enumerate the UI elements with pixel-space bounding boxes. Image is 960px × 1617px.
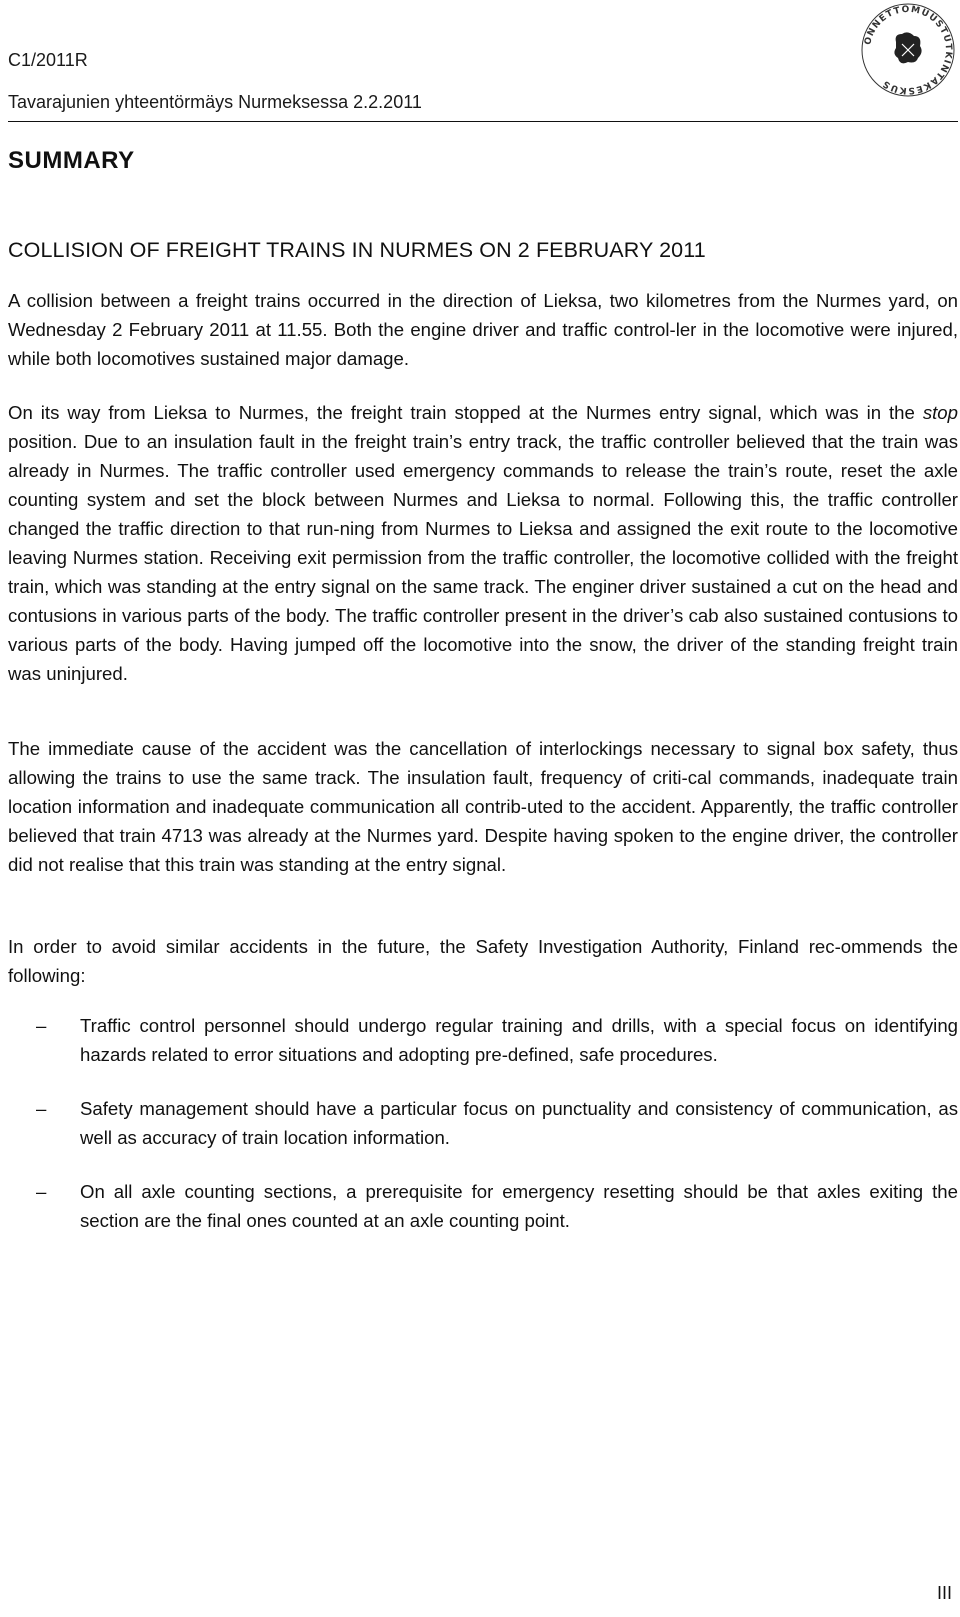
header-rule [8, 121, 958, 122]
paragraph-intro: A collision between a freight trains occurred in the direction of Lieksa, two kilometres from the Nurmes yard, on Wednesday 2 February 2011 at 11.55. Both the engine driver and traffic control-ler in the locomotive were injured, while both locomotives sustained major damage. [8, 290, 958, 369]
recommendation-list [8, 1011, 958, 1260]
stop-emphasis: stop [922, 402, 958, 423]
bullet-dash: – [36, 1181, 47, 1202]
paragraph-sequence [8, 398, 958, 688]
header-subtitle: Tavarajunien yhteentörmäys Nurmeksessa 2.2.2011 [8, 92, 422, 112]
summary-heading: SUMMARY [8, 147, 135, 174]
collision-title: COLLISION OF FREIGHT TRAINS IN NURMES ON 2 FEBRUARY 2011 [8, 238, 706, 262]
lion-emblem-icon [894, 32, 921, 63]
header-code: C1/2011R [8, 50, 88, 70]
paragraph-sequence-part-b: position. Due to an insulation fault in the freight train’s entry track, the traffic controller believed that the train was already in Nurmes. The traffic controller used emergency commands to release the train’s route, reset the axle counting system and set the block between Nurmes and Lieksa to normal. Following this, the traffic controller changed the traffic direction to that run-ning from Nurmes to Lieksa and assigned the exit route to the locomotive leaving Nurmes station. Receiving exit permission from the traffic controller, the locomotive collided with the freight train, which was standing at the entry signal on the same track. The enginer driver sustained a cut on the head and contusions in various parts of the body. The traffic controller present in the driver’s cab also sustained contusions to various parts of the body. Having jumped off the locomotive into the snow, the driver of the standing freight train was uninjured. [8, 431, 958, 684]
page-number: III [936, 1583, 952, 1603]
bullet-dash: – [36, 1098, 47, 1119]
agency-logo [858, 0, 958, 100]
paragraph-sequence-part-a: On its way from Lieksa to Nurmes, the freight train stopped at the Nurmes entry signal, which was in the [8, 402, 923, 423]
paragraph-recommendation-intro: In order to avoid similar accidents in the future, the Safety Investigation Authority, Finland rec-ommends the following: [8, 936, 958, 986]
recommendation-text: On all axle counting sections, a prerequisite for emergency resetting should be that axles exiting the section are the final ones counted at an axle counting point. [80, 1181, 958, 1231]
logo-text: ONNETTOMUUSTUTKINTAKESKUS [863, 4, 954, 96]
recommendation-text: Traffic control personnel should undergo regular training and drills, with a special focus on identifying hazards related to error situations and adopting pre-defined, safe procedures. [80, 1015, 958, 1065]
list-item [8, 1094, 958, 1152]
bullet-dash: – [36, 1015, 47, 1036]
list-item [8, 1177, 958, 1235]
paragraph-cause: The immediate cause of the accident was the cancellation of interlockings necessary to signal box safety, thus allowing the trains to use the same track. The insulation fault, frequency of criti-cal commands, inadequate train location information and inadequate communication all contrib-uted to the accident. Apparently, the traffic controller believed that train 4713 was already at the Nurmes yard. Despite having spoken to the engine driver, the controller did not realise that this train was standing at the entry signal. [8, 738, 958, 875]
recommendation-text: Safety management should have a particular focus on punctuality and consistency of communication, as well as accuracy of train location information. [80, 1098, 958, 1148]
list-item [8, 1011, 958, 1069]
